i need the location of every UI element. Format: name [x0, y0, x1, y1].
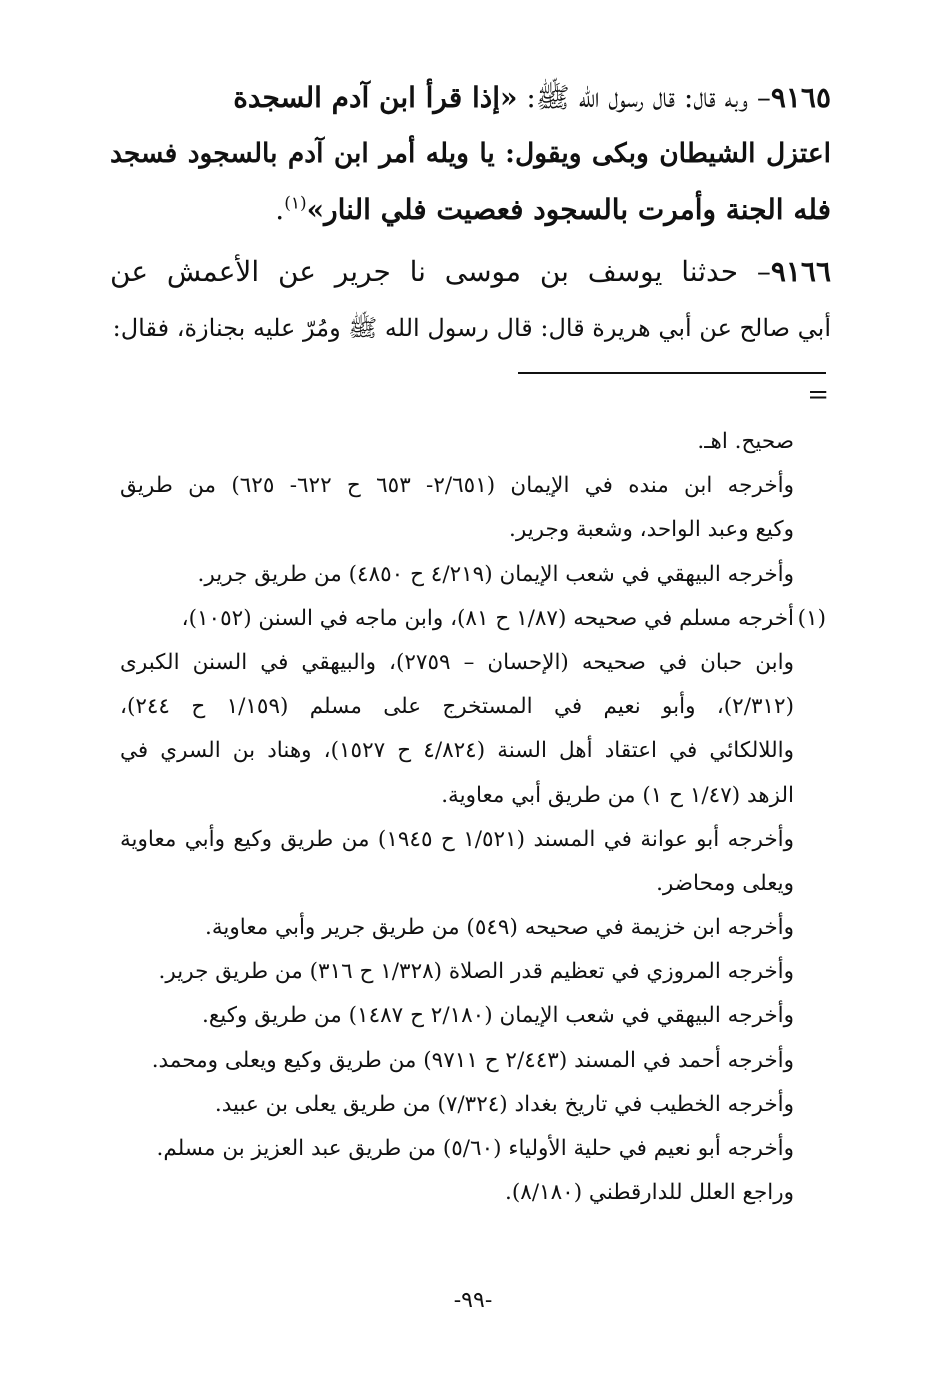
footnote-line: وأخرجه ابن خزيمة في صحيحه (٥٤٩) من طريق جرير وأبي معاوية.: [205, 915, 794, 941]
hadith-9165-line-3: [110, 182, 831, 238]
hadith-9165-line-1: [110, 70, 831, 126]
footnote-1-first-line: [120, 597, 826, 641]
footnote-line: واللالكائي في اعتقاد أهل السنة (٤/٨٢٤ ح ١٥٢٧)، وهناد بن السري في: [120, 738, 794, 764]
hadith-matn: «إذا قرأ ابن آدم السجدة: [233, 81, 518, 114]
footnote-separator: [518, 372, 826, 374]
footnote-line: وأخرجه ابن منده في الإيمان (٢/٦٥١- ٦٥٣ ح ٦٢٢- ٦٢٥) من طريق: [120, 473, 794, 499]
footnote-line: وأخرجه أبو نعيم في حلية الأولياء (٥/٦٠) من طريق عبد العزيز بن مسلم.: [156, 1136, 794, 1161]
hadith-matn-end: فله الجنة وأمرت بالسجود فعصيت فلي النار»: [306, 193, 831, 226]
hadith-9166-line-1: [110, 244, 831, 300]
footnote-line: وأخرجه البيهقي في شعب الإيمان (٢/١٨٠ ح ١٤٨٧) من طريق وكيع.: [201, 1003, 794, 1029]
footnote-line: وابن حبان في صحيحه (الإحسان – ٢٧٥٩)، والبيهقي في السنن الكبرى: [120, 649, 794, 675]
footnote-line: ويعلى ومحاضر.: [656, 870, 794, 896]
footnote-line: وأخرجه أحمد في المسند (٢/٤٤٣ ح ٩٧١١) من طريق وكيع ويعلى ومحمد.: [151, 1047, 794, 1073]
hadith-number: ٩١٦٥: [770, 81, 831, 114]
main-text: [110, 70, 831, 356]
footnote-line: وأخرجه البيهقي في شعب الإيمان (٤/٢١٩ ح ٤٨٥٠) من طريق جرير.: [197, 561, 794, 587]
footnote-number: (١): [797, 605, 826, 631]
hadith-end-period: .: [275, 193, 285, 226]
footnote-line: الزهد (١/٤٧ ح ١) من طريق أبي معاوية.: [441, 782, 794, 808]
hadith-intro: – وبه قال: قال رسول الله ﷺ:: [517, 81, 771, 114]
hadith-9165-line-2: اعتزل الشيطان وبكى ويقول: يا ويله أمر ابن آدم بالسجود فسجد: [110, 138, 831, 169]
continuation-marker: =: [807, 380, 829, 410]
footnote-line: وكيع وعبد الواحد، وشعبة وجرير.: [509, 517, 794, 543]
footnote-line: وأخرجه المروزي في تعظيم قدر الصلاة (١/٣٢٨ ح ٣١٦) من طريق جرير.: [158, 959, 794, 985]
footnote-line: وأخرجه الخطيب في تاريخ بغداد (٧/٣٢٤) من طريق يعلى بن عبيد.: [214, 1091, 794, 1117]
hadith-isnad: – حدثنا يوسف بن موسى نا جرير عن الأعمش عن: [110, 255, 771, 288]
footnote-line: صحيح. اهـ.: [697, 429, 794, 454]
footnote-line: وأخرجه أبو عوانة في المسند (١/٥٢١ ح ١٩٤٥) من طريق وكيع وأبي معاوية: [120, 826, 794, 852]
hadith-9166-line-2: أبي صالح عن أبي هريرة قال: قال رسول الله ﷺ ومُرّ عليه بجنازة، فقال:: [112, 314, 831, 342]
footnote-reference[interactable]: (١): [284, 193, 307, 214]
footnote-text: أخرجه مسلم في صحيحه (١/٨٧ ح ٨١)، وابن ماجه في السنن (١٠٥٢)،: [181, 605, 794, 631]
footnote-line: (٢/٣١٢)، وأبو نعيم في المستخرج على مسلم (١/١٥٩ ح ٢٤٤)،: [120, 694, 794, 720]
page-number: -٩٩-: [453, 1288, 493, 1313]
hadith-number: ٩١٦٦: [770, 255, 831, 288]
footnote-line: وراجع العلل للدارقطني (٨/١٨٠).: [505, 1180, 794, 1206]
footnotes: [120, 420, 826, 1215]
